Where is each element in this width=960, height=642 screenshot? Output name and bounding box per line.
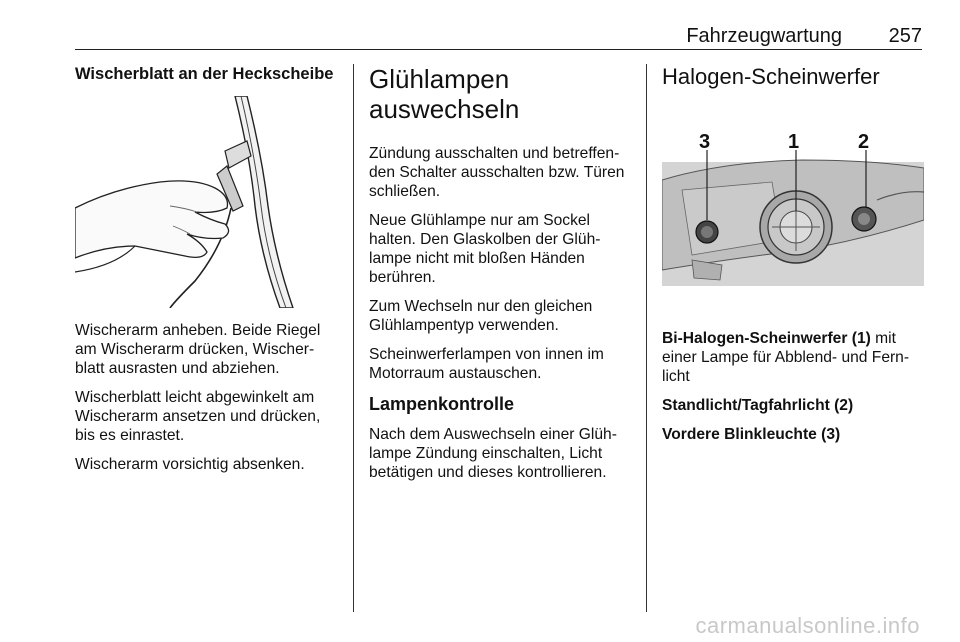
wiper-hand-drawing bbox=[75, 96, 337, 308]
legend-item-1 bbox=[662, 329, 924, 386]
left-text-block bbox=[75, 321, 337, 484]
section-title-bulbs: Glühlampen auswechseln bbox=[369, 64, 520, 124]
section-title-halogen: Halogen-Scheinwerfer bbox=[662, 64, 880, 89]
header-divider bbox=[75, 49, 922, 50]
right-text-block bbox=[662, 329, 924, 454]
chapter-title: Fahrzeugwartung bbox=[686, 25, 842, 47]
column-divider-1 bbox=[353, 64, 354, 612]
callout-2: 2 bbox=[858, 131, 870, 153]
wiper-step-3: Wischerarm vorsichtig absenken. bbox=[75, 456, 305, 473]
middle-column bbox=[369, 64, 634, 492]
subsection-title-lamp-check: Lampenkontrolle bbox=[369, 394, 515, 414]
page-header bbox=[75, 22, 922, 50]
callout-3: 3 bbox=[699, 131, 711, 153]
column-divider-2 bbox=[646, 64, 647, 612]
legend-item-1-text: mit einer Lampe für Abblend- und Fernlicht bbox=[662, 330, 910, 385]
legend-item-3: Vordere Blinkleuchte (3) bbox=[662, 426, 841, 443]
lamp-check-text: Nach dem Auswechseln einer Glühlampe Zündung einschalten, Licht betätigen und dieses kontrollieren. bbox=[369, 426, 617, 481]
right-column bbox=[662, 64, 924, 110]
headlamp-illustration bbox=[662, 120, 924, 316]
wiper-step-2: Wischerblatt leicht abgewinkelt am Wischerarm ansetzen und drücken, bis es einrastet. bbox=[75, 389, 321, 444]
watermark: carmanualsonline.info bbox=[695, 613, 920, 638]
wiper-step-1: Wischerarm anheben. Beide Riegel am Wischerarm drücken, Wischerblatt ausrasten und abziehen. bbox=[75, 322, 321, 377]
wiper-blade-illustration bbox=[75, 96, 337, 308]
callout-1: 1 bbox=[788, 131, 800, 153]
bulb-instruction-1: Zündung ausschalten und betreffenden Schalter ausschalten bzw. Türen schließen. bbox=[369, 145, 625, 200]
bulb-instruction-3: Zum Wechseln nur den gleichen Glühlampentyp verwenden. bbox=[369, 298, 593, 334]
headlamp-drawing bbox=[662, 120, 924, 316]
legend-item-2: Standlicht/Tagfahrlicht (2) bbox=[662, 397, 854, 414]
legend-item-1-label: Bi-Halogen-Scheinwerfer (1) bbox=[662, 330, 871, 347]
bulb-instruction-2: Neue Glühlampe nur am Sockel halten. Den Glaskolben der Glühlampe nicht mit bloßen Händen berühren. bbox=[369, 212, 601, 286]
section-title-wiper: Wischerblatt an der Heckscheibe bbox=[75, 65, 334, 83]
bulb-instruction-4: Scheinwerferlampen von innen im Motorraum austauschen. bbox=[369, 346, 604, 382]
left-column bbox=[75, 64, 337, 84]
page-number: 257 bbox=[888, 25, 922, 47]
